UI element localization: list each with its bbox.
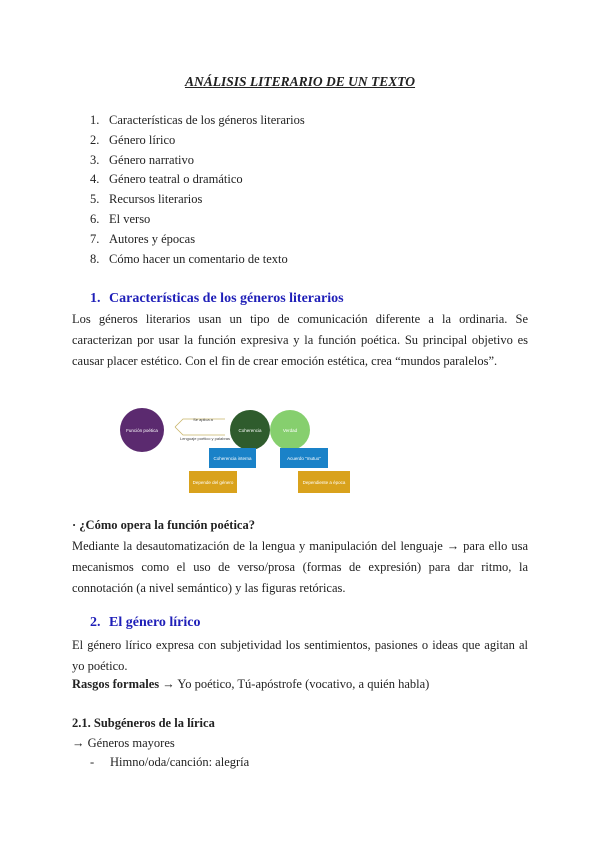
toc-item-label: El verso — [109, 211, 151, 226]
diagram-box-gold-2-label: Dependiente a época — [302, 480, 346, 485]
toc-item-label: Recursos literarios — [109, 192, 203, 207]
rasgos-formales-line: Rasgos formales → Yo poético, Tú-apóstrofe (vocativo, a quién habla) — [72, 677, 430, 691]
list-item: - Himno/oda/canción: alegría — [90, 755, 250, 769]
section-1-heading: 1. Características de los géneros literarios — [90, 291, 344, 306]
toc-item-label: Género lírico — [109, 132, 176, 147]
diagram-node-dark-green-label: Coherencia — [238, 428, 262, 433]
poetic-question-heading: · ¿Cómo opera la función poética? — [72, 518, 255, 532]
diagram-box-blue-2-label: Acuerdo "mutuo" — [287, 456, 321, 461]
diagram-box-blue-1-label: Coherencia interna — [213, 456, 252, 461]
toc-item-label: Autores y épocas — [109, 231, 196, 246]
toc-item: 2. Género lírico — [90, 132, 176, 147]
diagram-node-light-green-label: Verdad — [282, 428, 298, 433]
toc-item: 3. Género narrativo — [90, 152, 195, 167]
poetic-question-paragraph: Mediante la desautomatización de la lengua y manipulación del lenguaje → para ello usa mecanismos como el uso de verso/prosa (formas de expresión) para dar ritmo, la connotación (a nivel semántico) y las figuras retóricas. — [72, 539, 528, 595]
diagram-arrow-upper-label: Se aplica a — [193, 417, 213, 422]
toc-item: 1. Características de los géneros literarios — [90, 113, 305, 127]
table-of-contents — [90, 111, 305, 269]
toc-item-label: Características de los géneros literarios — [109, 113, 305, 127]
toc-item-label: Cómo hacer un comentario de texto — [109, 251, 288, 266]
toc-item: 4. Género teatral o dramático — [90, 172, 243, 187]
subsection-2-1-heading: 2.1. Subgéneros de la lírica — [72, 716, 215, 730]
toc-item: 6. El verso — [90, 211, 151, 226]
toc-item: 7. Autores y épocas — [90, 231, 196, 246]
toc-item: 5. Recursos literarios — [90, 192, 203, 207]
diagram-node-purple-label: Función poética — [126, 428, 158, 433]
diagram-arrow-lower-label: Lenguaje poético y palabras — [179, 436, 231, 441]
toc-item-label: Género narrativo — [109, 152, 195, 167]
poetic-function-diagram — [115, 395, 365, 500]
section-1-paragraph: Los géneros literarios usan un tipo de comunicación diferente a la ordinaria. Se caracterizan por usar la función expresiva y la función poética. Su principal objetivo es causar placer estético. Con el fin de crear emoción estética, crea “mundos paralelos”. — [72, 312, 528, 368]
diagram-arrow-lower — [175, 427, 225, 435]
diagram-box-gold-1-label: Depende del género — [192, 480, 234, 485]
section-2-paragraph: El género lírico expresa con subjetividad los sentimientos, pasiones o ideas que agitan al yo poético. — [72, 638, 528, 673]
section-2-heading: 2. El género lírico — [90, 615, 201, 630]
document-title: ANÁLISIS LITERARIO DE UN TEXTO — [184, 74, 416, 89]
toc-item: 8. Cómo hacer un comentario de texto — [90, 251, 288, 266]
generos-mayores-line: → Géneros mayores — [72, 736, 175, 750]
toc-item-label: Género teatral o dramático — [109, 172, 243, 187]
